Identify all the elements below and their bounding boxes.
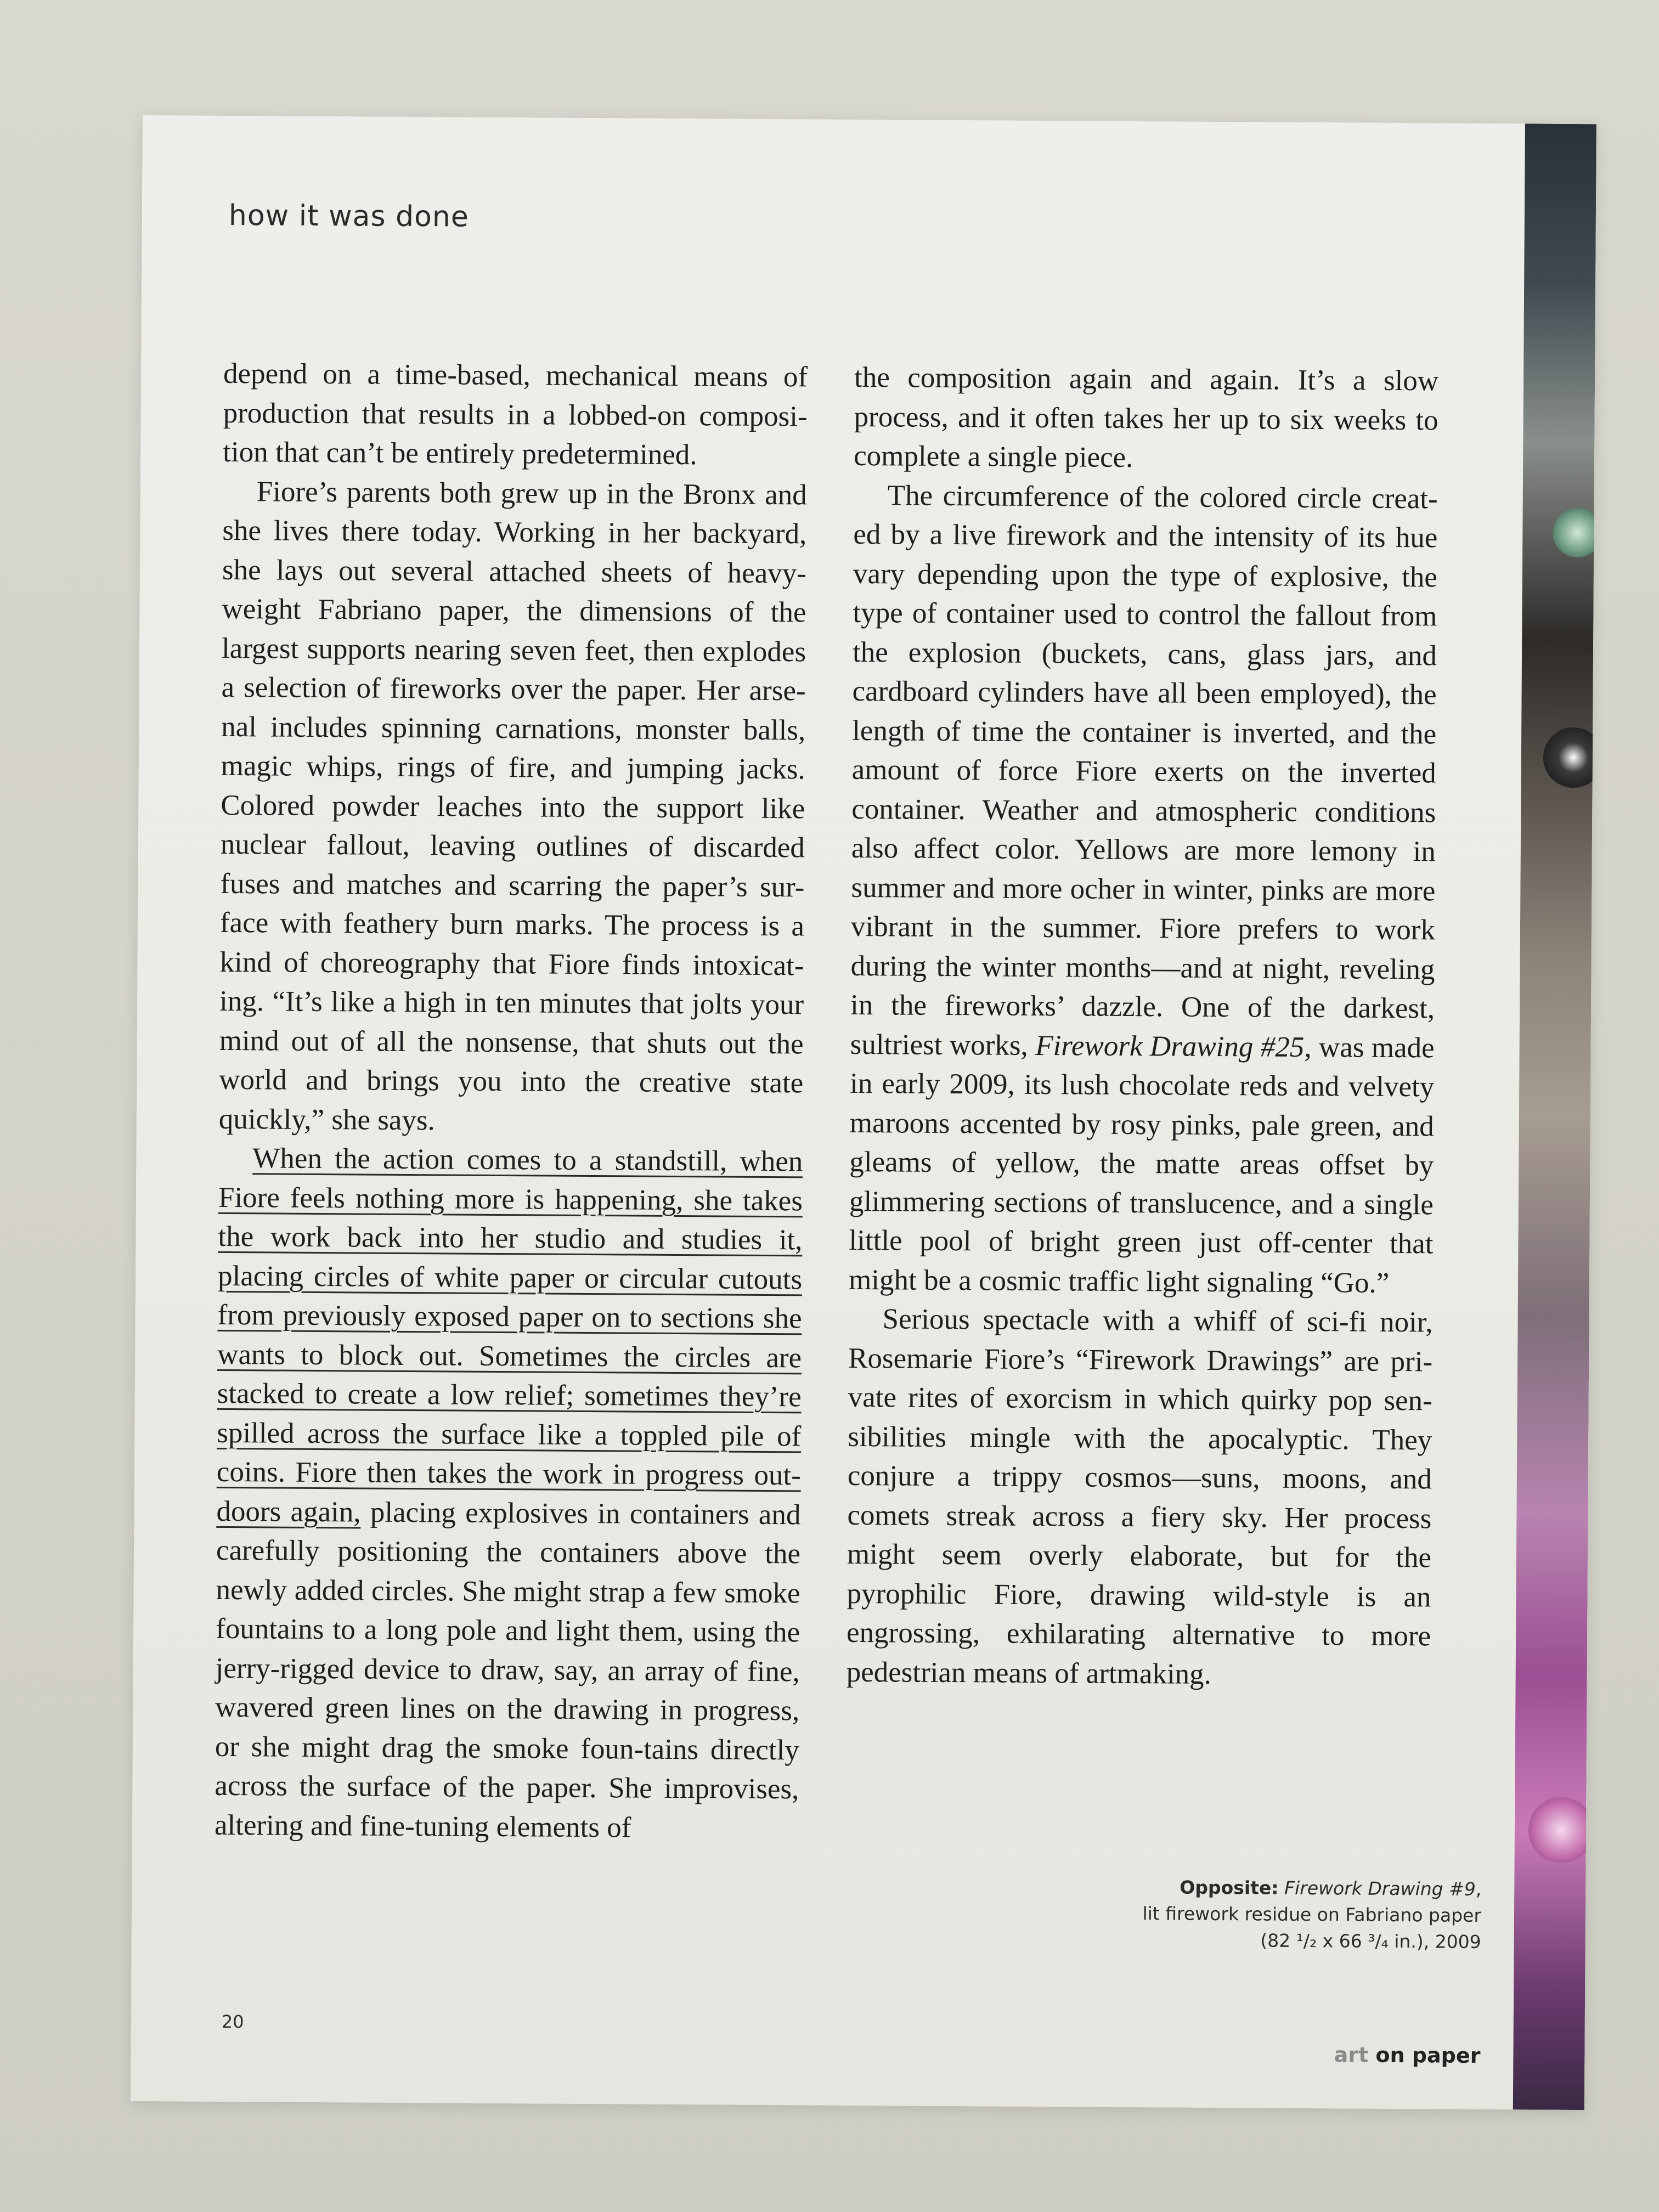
paragraph-text: The circumference of the colored circle creat-ed by a live firework and the intensity of its hue vary depending upon the type of explosive, the type of container used to control the fallout from the explosion (buckets, cans, glass jars, and cardboard cylinders have all been employed), the length of time the container is inverted, and the amount of force Fiore exerts on the inverted container. Weather and atmospheric conditions also affect color. Yellows are more lemony in summer and more ocher in winter, pinks are more vibrant in the summer. Fiore prefers to work during the winter months—and at night, reveling in the fireworks’ dazzle. One of the darkest, sultriest works, — [850, 479, 1438, 1062]
left-column — [215, 354, 808, 1848]
logo-on-paper: on paper — [1368, 2042, 1481, 2068]
right-paragraph-1: the composition again and again. It’s a slow process, and it often takes her up to six weeks to complete a single piece. — [854, 361, 1439, 474]
page-number: 20 — [221, 2011, 244, 2033]
image-caption — [1142, 1874, 1481, 1955]
left-paragraph-2: Fiore’s parents both grew up in the Bronx and she lives there today. Working in her backyard, she lays out several attached sheets of heavy-weight Fabriano paper, the dimensions of the largest supports nearing seven feet, then explodes a selection of fireworks over the paper. Her arse-nal includes spinning carnations, monster balls, magic whips, rings of fire, and jumping jacks. Colored powder leaches into the support like nuclear fallout, leaving outlines of discarded fuses and matches and scarring the paper’s sur-face with feathery burn marks. The process is a kind of choreography that Fiore finds intoxicat-ing. “It’s like a high in ten minutes that jolts your mind out of all the nonsense, that shuts out the world and brings you into the creative state quickly,” she says. — [218, 475, 807, 1136]
artwork-title: Firework Drawing #25 — [1035, 1029, 1305, 1063]
left-paragraph-1: depend on a time-based, mechanical means of production that results in a lobbed-on composi-tion that can’t be entirely predetermined. — [223, 357, 808, 471]
caption-lead: Opposite: — [1180, 1876, 1279, 1899]
right-column — [846, 358, 1438, 1695]
caption-comma: , — [1475, 1878, 1482, 1900]
magazine-page — [131, 115, 1596, 2110]
paragraph-text: , was made in early 2009, its lush chocolate reds and velvety maroons accented by rosy pinks, pale green, and gleams of yellow, the matte areas offset by glimmering sections of translucence, and a single little pool of bright green just off-center that might be a cosmic traffic light signaling “Go.” — [848, 1031, 1435, 1299]
section-header: how it was done — [228, 199, 470, 234]
paragraph-continuation: placing explosives in containers and carefully positioning the containers above the newly added circles. She might strap a few smoke fountains to a long pole and light them, using the jerry-rigged device to draw, say, an array of fine, wavered green lines on the drawing in progress, or she might drag the smoke foun-tains directly across the surface of the paper. She improvises, altering and fine-tuning elements of — [214, 1496, 801, 1843]
caption-line-3: (82 ¹/₂ x 66 ³/₄ in.), 2009 — [1260, 1929, 1481, 1953]
artwork-orb-green — [1553, 508, 1596, 558]
artwork-orb-dark — [1543, 727, 1596, 788]
artwork-edge-strip — [1513, 123, 1596, 2110]
left-paragraph-3 — [215, 1139, 803, 1848]
caption-work-title: Firework Drawing #9 — [1284, 1877, 1476, 1900]
artwork-orb-pink — [1528, 1797, 1595, 1863]
underlined-passage: When the action comes to a standstill, when Fiore feels nothing more is happening, she takes the work back into her studio and studies it, placing circles of white paper or circular cutouts from previously exposed paper on to sections she wants to block out. Sometimes the circles are stacked to create a low relief; sometimes they’re spilled across the surface like a toppled pile of coins. Fiore then takes the work in progress out-doors again, — [216, 1142, 803, 1528]
right-paragraph-2 — [849, 476, 1438, 1303]
logo-art: art — [1334, 2042, 1369, 2067]
right-paragraph-3: Serious spectacle with a whiff of sci-fi noir, Rosemarie Fiore’s “Firework Drawings” are pri-vate rites of exorcism in which quirky pop sen-sibilities mingle with the apocalyptic. They conjure a trippy cosmos—suns, moons, and comets streak across a fiery sky. Her process might seem overly elaborate, but for the pyrophilic Fiore, drawing wild-style is an engrossing, exhilarating alternative to more pedestrian means of artmaking. — [846, 1303, 1433, 1690]
caption-line-2: lit firework residue on Fabriano paper — [1142, 1903, 1482, 1926]
caption-line-1 — [1143, 1874, 1482, 1903]
magazine-logo — [1334, 2042, 1481, 2068]
